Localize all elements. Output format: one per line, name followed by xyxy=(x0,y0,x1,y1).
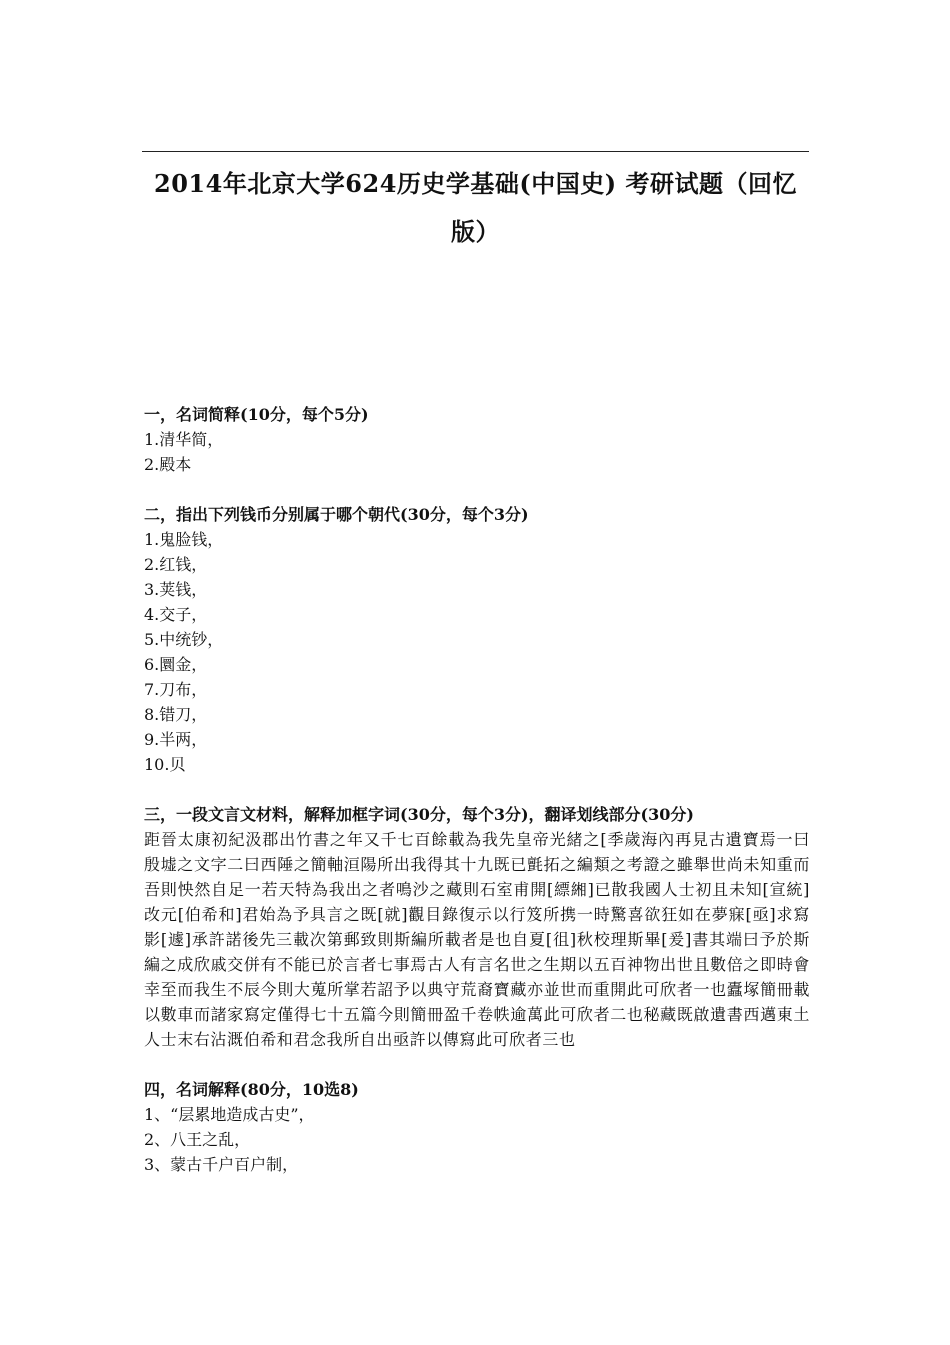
section-heading: 四，名词解释(80分，10选8) xyxy=(144,1080,359,1099)
list-item: 5.中统钞， xyxy=(144,630,224,649)
list-item: 7.刀布， xyxy=(144,680,208,699)
list-item: 1.鬼脸钱， xyxy=(144,530,224,549)
classical-chinese-passage: 距晉太康初紀汲郡出竹書之年又千七百餘載為我先皇帝光緒之[季歲海內再見古遺寶焉一曰殷墟之文字二曰西陲之簡軸洹陽所出我得其十九既已氈拓之編類之考證之雖舉世尚未知重而吾則怏然自足一若天特為我出之者鳴沙之藏則石室甫開[縹緗]已散我國人士初且未知[宣統]改元[伯希和]君始為予具言之既[就]觀目錄復示以行笈所携一時驚喜欲狂如在夢寐[亟]求寫影[遽]承許諾後先三載次第郵致則斯編所載者是也自夏[徂]秋校理斯畢[爰]書其端曰予於斯編之成欣戚交併有不能已於言者七事焉古人有言名世之生期以五百神物出世且數倍之即時會幸至而我生不辰今則大蒐所掌若詔予以典守荒裔寶藏亦並世而重開此可欣者一也蠹塚簡冊載以數車而諸家寫定僅得七十五篇今則簡冊盈千卷帙逾萬此可欣者二也秘藏既啟遺書西邁東土人士末右沾溉伯希和君念我所自出亟許以傳寫此可欣者三也 xyxy=(144,830,810,1049)
section-1 xyxy=(144,402,810,477)
list-item: 1、“层累地造成古史”， xyxy=(144,1105,315,1124)
section-2 xyxy=(144,502,810,777)
section-heading: 一，名词简释(10分，每个5分) xyxy=(144,405,369,424)
list-item: 1.清华简， xyxy=(144,430,224,449)
document-title: 2014年北京大学624历史学基础(中国史) 考研试题（回忆版） xyxy=(154,169,797,246)
list-item: 4.交子， xyxy=(144,605,208,624)
list-item: 10.贝 xyxy=(144,755,186,774)
list-item: 2、八王之乱， xyxy=(144,1130,251,1149)
header-rule xyxy=(142,151,809,152)
document-body xyxy=(144,402,810,1202)
list-item: 3.荚钱， xyxy=(144,580,208,599)
list-item: 2.殿本 xyxy=(144,455,192,474)
list-item: 9.半两， xyxy=(144,730,208,749)
section-4 xyxy=(144,1077,810,1177)
list-item: 3、蒙古千户百户制， xyxy=(144,1155,299,1174)
list-item: 8.错刀， xyxy=(144,705,208,724)
section-3 xyxy=(144,802,810,1052)
list-item: 6.圜金， xyxy=(144,655,208,674)
list-item: 2.红钱， xyxy=(144,555,208,574)
section-heading: 三，一段文言文材料，解释加框字词(30分，每个3分)，翻译划线部分(30分) xyxy=(144,805,694,824)
section-heading: 二，指出下列钱币分别属于哪个朝代(30分，每个3分) xyxy=(144,505,529,524)
